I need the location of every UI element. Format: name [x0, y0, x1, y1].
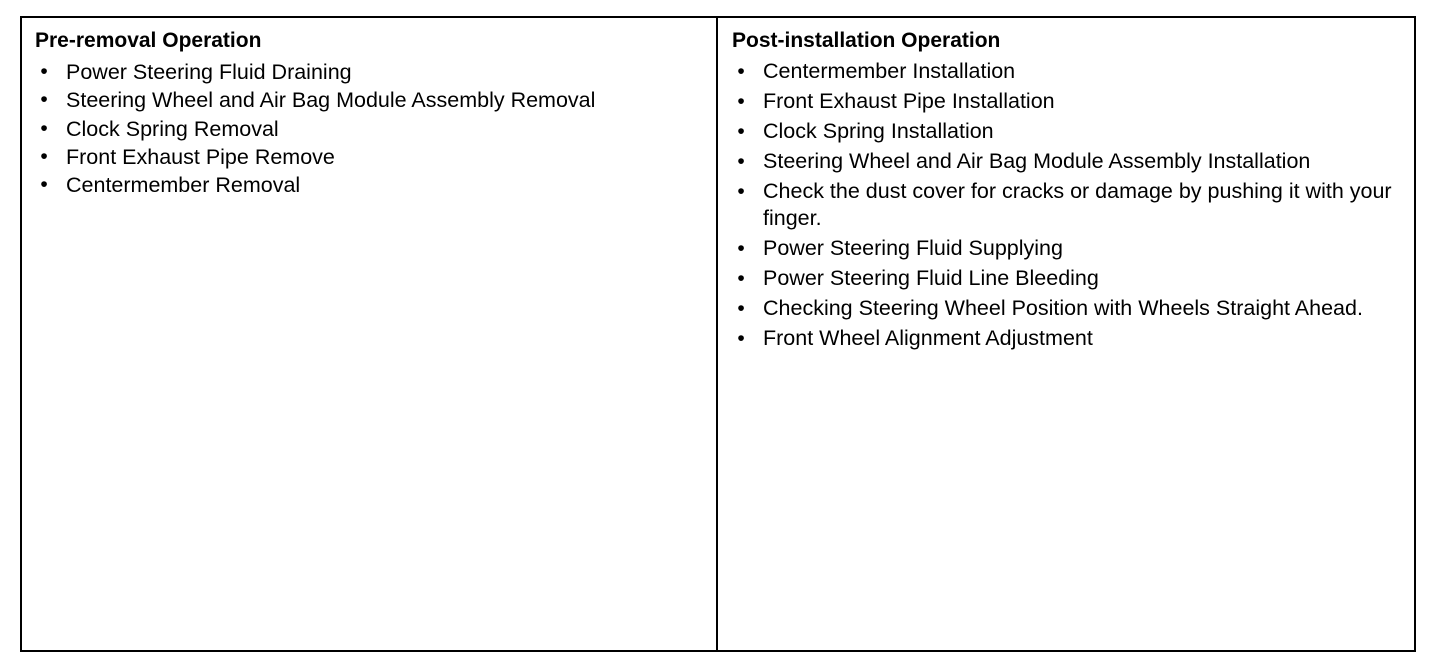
list-item-text: Front Exhaust Pipe Remove — [66, 144, 335, 169]
pre-removal-heading: Pre-removal Operation — [35, 29, 262, 52]
list-item — [732, 118, 1414, 145]
list-item-text: Power Steering Fluid Draining — [66, 60, 352, 84]
bullet-icon: • — [40, 173, 48, 197]
list-item — [35, 86, 716, 114]
operations-table — [20, 16, 1416, 652]
bullet-icon: • — [40, 88, 48, 112]
list-item — [732, 325, 1414, 352]
bullet-icon: • — [737, 267, 745, 290]
pre-removal-column — [22, 18, 718, 650]
list-item-text: Power Steering Fluid Line Bleeding — [763, 266, 1099, 290]
list-item — [732, 148, 1414, 175]
list-item-text: Front Exhaust Pipe Installation — [763, 89, 1055, 113]
bullet-icon: • — [737, 237, 745, 260]
list-item-text: Checking Steering Wheel Position with Wheels Straight Ahead. — [763, 296, 1363, 320]
post-installation-heading: Post-installation Operation — [732, 29, 1001, 52]
bullet-icon: • — [40, 60, 48, 83]
list-item — [35, 115, 716, 143]
post-installation-list — [732, 58, 1414, 352]
list-item-text: Power Steering Fluid Supplying — [763, 236, 1063, 260]
bullet-icon: • — [40, 116, 48, 140]
pre-removal-list — [35, 58, 716, 199]
list-item-text: Clock Spring Removal — [66, 116, 279, 141]
post-installation-column — [718, 18, 1414, 650]
bullet-icon: • — [737, 180, 745, 203]
bullet-icon: • — [737, 90, 745, 113]
list-item — [35, 58, 716, 86]
list-item-text: Steering Wheel and Air Bag Module Assembly Installation — [763, 149, 1311, 173]
list-item-text: Front Wheel Alignment Adjustment — [763, 326, 1093, 350]
list-item-text: Check the dust cover for cracks or damage by pushing it with your finger. — [763, 179, 1392, 230]
list-item — [732, 295, 1403, 322]
list-item — [732, 265, 1414, 292]
list-item-text: Centermember Removal — [66, 173, 301, 198]
list-item — [732, 58, 1414, 85]
list-item — [732, 235, 1414, 262]
list-item-text: Steering Wheel and Air Bag Module Assembly Removal — [66, 88, 596, 113]
bullet-icon: • — [737, 297, 745, 320]
list-item — [732, 88, 1414, 115]
bullet-icon: • — [40, 144, 48, 168]
bullet-icon: • — [737, 60, 745, 83]
list-item-text: Clock Spring Installation — [763, 119, 994, 143]
bullet-icon: • — [737, 327, 745, 350]
bullet-icon: • — [737, 150, 745, 173]
list-item — [35, 143, 716, 171]
list-item-text: Centermember Installation — [763, 59, 1016, 83]
list-item — [35, 171, 716, 199]
list-item — [732, 178, 1403, 232]
bullet-icon: • — [737, 120, 745, 143]
